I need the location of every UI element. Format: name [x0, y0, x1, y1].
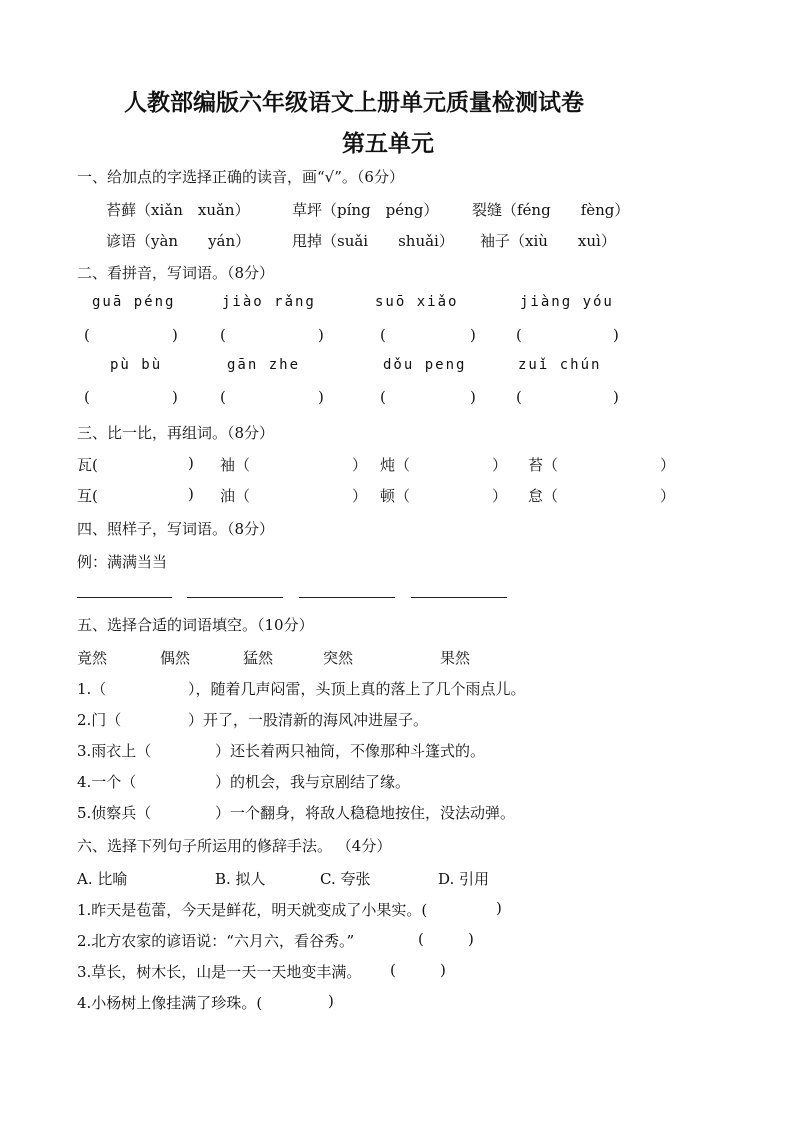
s3-paren: )	[188, 454, 194, 472]
answer-paren-open: (	[516, 388, 522, 406]
s5-question: ）的机会，我与京剧结了缘。	[215, 773, 411, 791]
s5-question: ）开了，一股清新的海风冲进屋子。	[188, 711, 429, 729]
rhetoric-option: D. 引用	[438, 870, 490, 888]
unit-subtitle: 第五单元	[342, 131, 434, 157]
word-option: 竟然	[77, 649, 108, 667]
pinyin: gān zhe	[227, 357, 301, 373]
s6-question: 2.北方农家的谚语说：“六月六，看谷秀。”	[77, 932, 355, 950]
s6-paren: (	[390, 961, 396, 979]
answer-paren-open: (	[516, 326, 522, 344]
rhetoric-option: B. 拟人	[215, 870, 266, 888]
s1-item: 袖子（xiù xuì）	[480, 232, 616, 250]
answer-paren-open: (	[380, 388, 386, 406]
s5-question: 3.雨衣上（	[77, 742, 152, 760]
s1-item: 谚语（yàn yán）	[106, 232, 251, 250]
answer-paren-close: )	[470, 388, 476, 406]
answer-line[interactable]	[187, 597, 283, 598]
s6-paren: )	[328, 992, 334, 1010]
s5-question: ），随着几声闷雷，头顶上真的落上了几个雨点儿。	[188, 680, 526, 698]
word-option: 猛然	[243, 649, 274, 667]
answer-paren-close: )	[470, 326, 476, 344]
rhetoric-option: C. 夸张	[320, 870, 371, 888]
answer-paren-close: )	[318, 388, 324, 406]
s3-char: 油（	[220, 487, 251, 505]
s1-item: 裂缝（féng fèng）	[472, 201, 630, 219]
s3-char: 互(	[77, 487, 98, 505]
s3-paren: ）	[492, 456, 508, 474]
s5-question: 2.门（	[77, 711, 122, 729]
s3-char: 炖（	[380, 456, 411, 474]
s3-paren: ）	[352, 456, 368, 474]
s5-question: 4.一个（	[77, 773, 137, 791]
s5-question: 1.（	[77, 680, 107, 698]
s6-paren: )	[468, 930, 474, 948]
pinyin: suō xiǎo	[375, 294, 459, 310]
rhetoric-option: A. 比喻	[77, 870, 128, 888]
answer-line[interactable]	[299, 597, 395, 598]
s6-paren: )	[440, 961, 446, 979]
s6-paren: (	[418, 930, 424, 948]
s4-example: 例：满满当当	[77, 553, 168, 571]
answer-paren-open: (	[380, 326, 386, 344]
pinyin: zuǐ chún	[518, 357, 602, 373]
answer-paren-close: )	[172, 326, 178, 344]
answer-paren-open: (	[84, 388, 90, 406]
s5-question: ）一个翻身，将敌人稳稳地按住，没法动弹。	[215, 804, 516, 822]
answer-paren-close: )	[613, 326, 619, 344]
s3-paren: ）	[660, 487, 676, 505]
answer-paren-open: (	[84, 326, 90, 344]
pinyin: dǒu peng	[383, 357, 467, 373]
word-option: 果然	[440, 649, 471, 667]
page-title: 人教部编版六年级语文上册单元质量检测试卷	[124, 90, 584, 116]
s5-question: ）还长着两只袖筒，不像那种斗篷式的。	[215, 742, 486, 760]
section-1-heading: 一、给加点的字选择正确的读音，画“√”。（6分）	[77, 168, 404, 186]
section-2-heading: 二、看拼音，写词语。（8分）	[77, 264, 275, 282]
answer-paren-close: )	[613, 388, 619, 406]
pinyin: pù bù	[110, 357, 163, 373]
s3-char: 怠（	[528, 487, 559, 505]
section-5-heading: 五、选择合适的词语填空。（10分）	[77, 616, 314, 634]
s1-item: 甩掉（suǎi shuǎi）	[292, 232, 454, 250]
s1-item: 苔藓（xiǎn xuǎn）	[106, 201, 250, 219]
s3-char: 顿（	[380, 487, 411, 505]
section-3-heading: 三、比一比，再组词。（8分）	[77, 424, 275, 442]
s6-paren: )	[496, 899, 502, 917]
answer-paren-close: )	[172, 388, 178, 406]
s6-question: 1.昨天是苞蕾，今天是鲜花，明天就变成了小果实。(	[77, 901, 428, 919]
s3-char: 瓦(	[77, 456, 98, 474]
answer-paren-open: (	[220, 388, 226, 406]
s3-char: 苔（	[528, 456, 559, 474]
pinyin: jiàng yóu	[520, 294, 614, 310]
word-option: 偶然	[160, 649, 191, 667]
answer-paren-close: )	[318, 326, 324, 344]
answer-line[interactable]	[411, 597, 507, 598]
pinyin: guā péng	[92, 294, 176, 310]
section-6-heading: 六、选择下列句子所运用的修辞手法。 （4分）	[77, 837, 392, 855]
answer-line[interactable]	[77, 597, 172, 598]
s5-question: 5.侦察兵（	[77, 804, 152, 822]
s1-item: 草坪（píng péng）	[292, 201, 439, 219]
s3-paren: ）	[492, 487, 508, 505]
pinyin: jiào rǎng	[222, 294, 316, 310]
s6-question: 4.小杨树上像挂满了珍珠。(	[77, 994, 263, 1012]
word-option: 突然	[323, 649, 354, 667]
s3-char: 袖（	[220, 456, 251, 474]
s3-paren: ）	[660, 456, 676, 474]
section-4-heading: 四、照样子，写词语。（8分）	[77, 520, 275, 538]
s3-paren: ）	[352, 487, 368, 505]
s6-question: 3.草长，树木长，山是一天一天地变丰满。	[77, 963, 362, 981]
s3-paren: )	[188, 485, 194, 503]
answer-paren-open: (	[220, 326, 226, 344]
